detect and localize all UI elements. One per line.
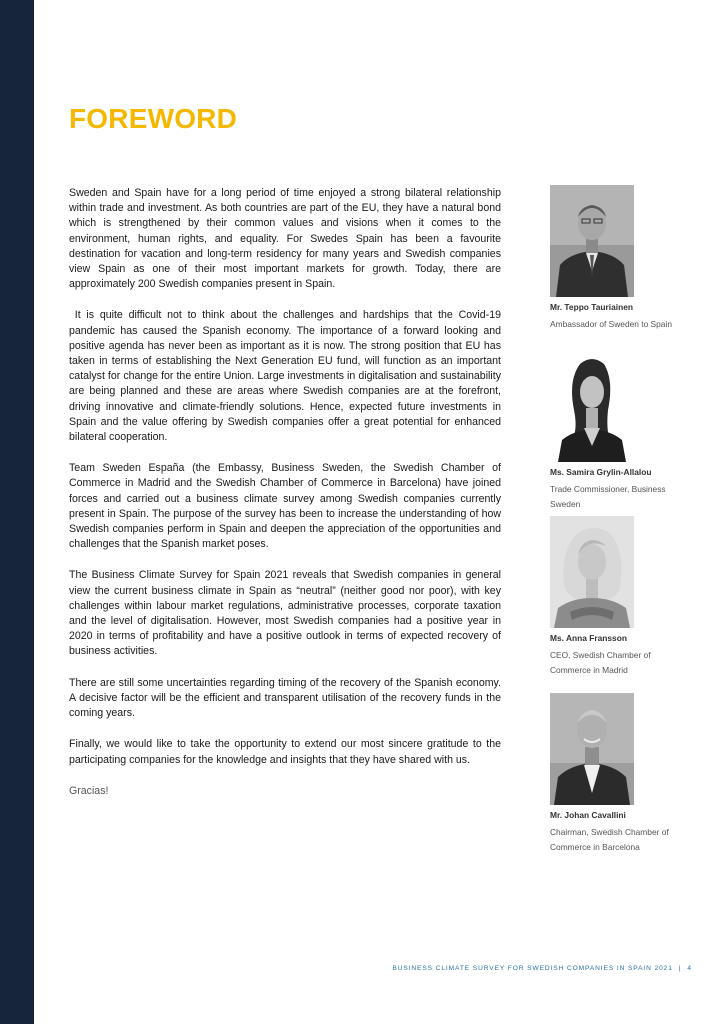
left-sidebar-band xyxy=(0,0,34,1024)
person-role: Ambassador of Sweden to Spain xyxy=(550,319,672,329)
portrait-photo xyxy=(550,693,634,805)
paragraph-5: There are still some uncertainties regarding timing of the recovery of the Spanish economy. A decisive factor will be the efficient and transparent utilisation of the recovery funds in the coming years. xyxy=(69,676,501,720)
footer-title: BUSINESS CLIMATE SURVEY FOR SWEDISH COMPANIES IN SPAIN 2021 xyxy=(392,965,673,972)
person-name: Mr. Teppo Tauriainen xyxy=(550,302,633,312)
person-name: Mr. Johan Cavallini xyxy=(550,810,626,820)
page-number: 4 xyxy=(687,965,692,972)
portrait-photo xyxy=(550,185,634,297)
person-card-teppo xyxy=(550,185,680,332)
person-role: Chairman, Swedish Chamber of Commerce in Barcelona xyxy=(550,827,669,852)
person-name: Ms. Anna Fransson xyxy=(550,633,627,643)
paragraph-6: Finally, we would like to take the opportunity to extend our most sincere gratitude to the participating companies for the knowledge and insights that they have shared with us. xyxy=(69,738,501,766)
page-title: FOREWORD xyxy=(69,103,238,134)
person-card-anna xyxy=(550,516,680,678)
portrait-photo xyxy=(550,350,634,462)
signoff: Gracias! xyxy=(69,784,109,797)
person-name: Ms. Samira Grylin-Allalou xyxy=(550,467,652,477)
footer-separator: | xyxy=(678,965,682,972)
paragraph-1: Sweden and Spain have for a long period of time enjoyed a strong bilateral relationship within trade and investment. As both countries are part of the EU, they have a natural bond which is strengthened by their common values and visions when it comes to the environment, human rights, and equality. For Swedes Spain has been a favourite destination for vacation and long-term residency for many years and Swedish companies view Spain as one of their most important markets for growth. Today, there are approximately 200 Swedish companies present in Spain. xyxy=(69,187,501,291)
page-footer xyxy=(392,965,692,972)
person-card-johan xyxy=(550,693,680,855)
paragraph-3: Team Sweden España (the Embassy, Business Sweden, the Swedish Chamber of Commerce in Madrid and the Swedish Chamber of Commerce in Barcelona) have joined forces and carried out a business climate survey among Swedish companies currently present in Spain. The purpose of the survey has been to increase the understanding of how Swedish companies perform in Spain and deepen the appreciation of the opportunities and challenges that the Spanish market poses. xyxy=(69,462,501,551)
foreword-body xyxy=(69,186,504,815)
person-card-samira xyxy=(550,350,680,512)
person-role: Trade Commissioner, Business Sweden xyxy=(550,484,666,509)
paragraph-2: It is quite difficult not to think about the challenges and hardships that the Covid-19 pandemic has caused the Spanish economy. The importance of a forward looking and positive agenda has never been as important as it is now. The strong position that EU has taken in terms of establishing the Next Generation EU fund, will function as an important catalyst for change for the entire Union. Large investments in digitalisation and sustainability are being planned and these are areas where Swedish companies are at the forefront, driving innovative and climate-friendly solutions. Hence, expected future investments in Spain and the value offering by Swedish companies offer a great potential for enhanced bilateral cooperation. xyxy=(69,309,504,444)
person-role: CEO, Swedish Chamber of Commerce in Madrid xyxy=(550,650,651,675)
paragraph-4: The Business Climate Survey for Spain 2021 reveals that Swedish companies in general view the current business climate in Spain as “neutral” (neither good nor poor), with key challenges within labour market regulations, administrative processes, corporate taxation and the level of digitalisation. However, most Swedish companies had a positive year in 2020 in terms of profitability and have a positive outlook in terms of expected recovery of business activities. xyxy=(69,569,501,658)
portrait-photo xyxy=(550,516,634,628)
